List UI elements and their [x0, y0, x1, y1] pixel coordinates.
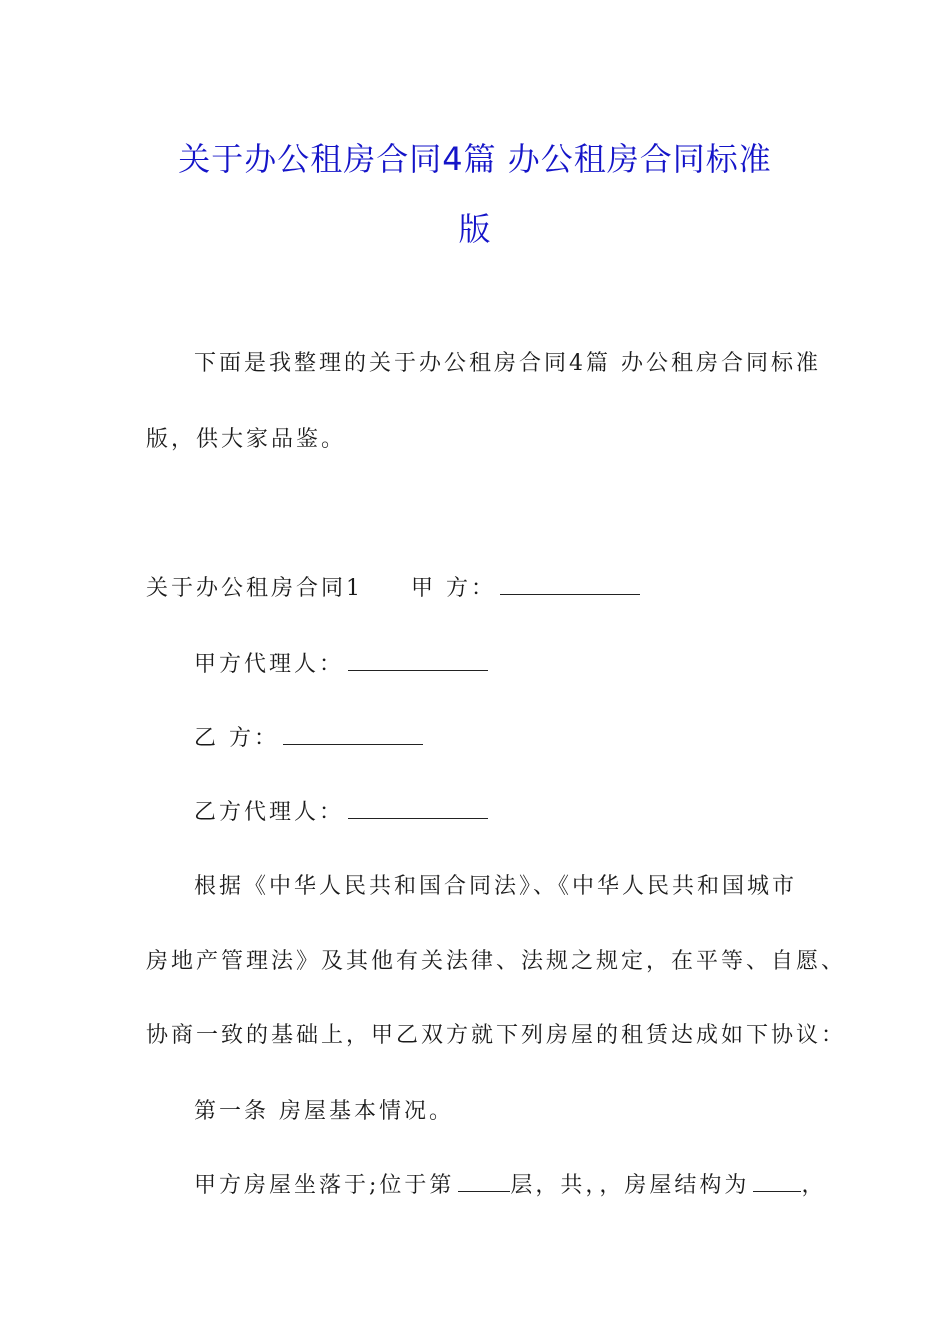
basis-line-1: 根据《中华人民共和国合同法》、《中华人民共和国城市	[194, 874, 798, 899]
party-b-agent-row	[194, 795, 488, 826]
contract-heading: 关于办公租房合同1	[146, 576, 363, 601]
contract-heading-row	[146, 571, 640, 602]
intro-line-2: 版，供大家品鉴。	[146, 427, 347, 452]
party-b-blank	[283, 722, 423, 745]
party-a-blank	[500, 572, 640, 595]
party-a-agent-label: 甲方代理人：	[194, 652, 345, 677]
party-b-agent-label: 乙方代理人：	[194, 800, 345, 825]
article-1-text-b: 层，共，，房屋结构为	[510, 1173, 750, 1198]
party-b-label: 乙 方：	[194, 726, 279, 751]
article-1-text-c: ，	[801, 1173, 827, 1198]
document-title-line-2: 版	[458, 210, 492, 248]
party-a-label: 甲 方：	[411, 576, 496, 601]
party-a-agent-blank	[348, 648, 488, 671]
floor-blank	[458, 1169, 510, 1192]
basis-line-3: 协商一致的基础上，甲乙双方就下列房屋的租赁达成如下协议：	[146, 1023, 847, 1048]
article-1-text-row	[194, 1168, 826, 1199]
article-1-title: 第一条 房屋基本情况。	[194, 1099, 454, 1124]
party-a-agent-row	[194, 647, 488, 678]
structure-blank	[753, 1169, 801, 1192]
intro-line-1: 下面是我整理的关于办公租房合同4篇 办公租房合同标准	[194, 351, 821, 376]
party-b-agent-blank	[348, 796, 488, 819]
article-1-text-a: 甲方房屋坐落于;位于第	[194, 1173, 455, 1198]
party-b-row	[194, 721, 423, 752]
basis-line-2: 房地产管理法》及其他有关法律、法规之规定，在平等、自愿、	[146, 949, 847, 974]
document-title-line-1: 关于办公租房合同4篇 办公租房合同标准	[178, 140, 772, 178]
